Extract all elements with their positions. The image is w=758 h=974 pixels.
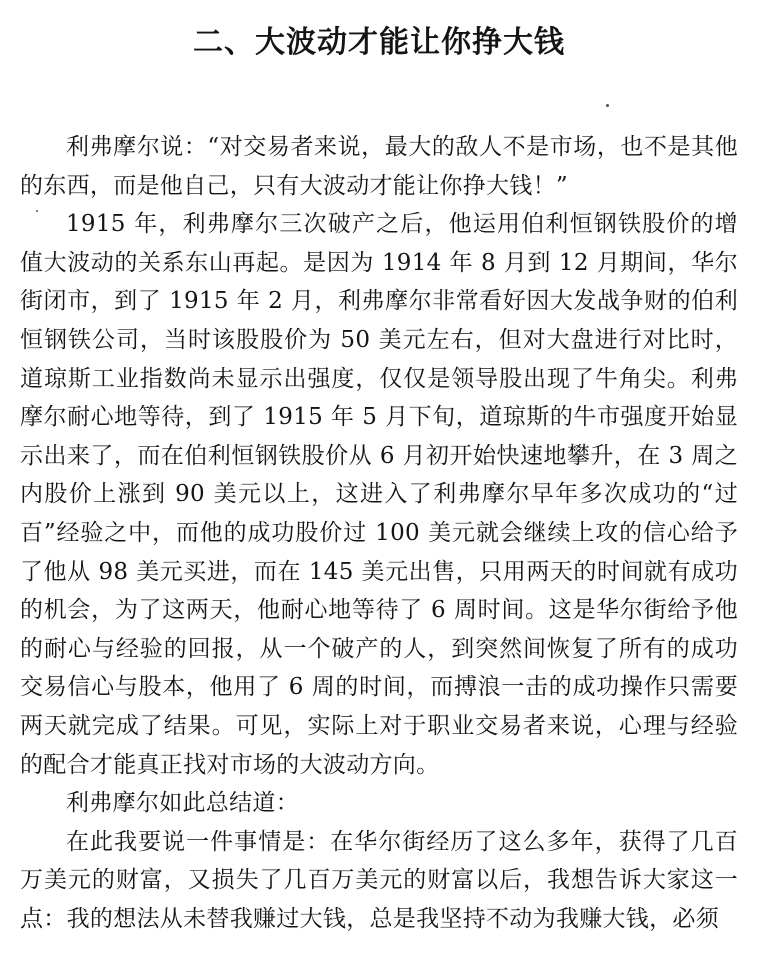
paragraph-summary-intro: 利弗摩尔如此总结道： [66, 790, 299, 817]
scan-speck [36, 210, 38, 212]
paragraph-quote: 利弗摩尔说：“对交易者来说，最大的敌人不是市场，也不是其他的东西，而是他自己，只有大波动才能让你挣大钱！” [20, 134, 738, 199]
paragraph-livermore-quote: 在此我要说一件事情是：在华尔街经历了这么多年，获得了几百万美元的财富，又损失了几百万美元的财富以后，我想告诉大家这一点：我的想法从未替我赚过大钱，总是我坚持不动为我赚大钱，必须 [20, 828, 738, 932]
paragraph-story: 1915 年，利弗摩尔三次破产之后，他运用伯利恒钢铁股价的增值大波动的关系东山再起。是因为 1914 年 8 月到 12 月期间，华尔街闭市，到了 1915 年 2 月，利弗摩尔非常看好因大发战争财的伯利恒钢铁公司，当时该股股价为 50 美元左右，但对大盘进行对比时，道琼斯工业指数尚未显示出强度，仅仅是领导股出现了牛角尖。利弗摩尔耐心地等待，到了 1915 年 5 月下旬，道琼斯的牛市强度开始显示出来了，而在伯利恒钢铁股价从 6 月初开始快速地攀升，在 3 周之内股价上涨到 90 美元以上，这进入了利弗摩尔早年多次成功的“过百”经验之中，而他的成功股价过 100 美元就会继续上攻的信心给予了他从 98 美元买进，而在 145 美元出售，只用两天的时间就有成功的机会，为了这两天，他耐心地等待了 6 周时间。这是华尔街给予他的耐心与经验的回报，从一个破产的人，到突然间恢复了所有的成功交易信心与股本，他用了 6 周的时间，而搏浪一击的成功操作只需要两天就完成了结果。可见，实际上对于职业交易者来说，心理与经验的配合才能真正找对市场的大波动方向。 [20, 211, 738, 778]
section-title: 二、大波动才能让你挣大钱 [193, 25, 565, 61]
body-text [20, 128, 738, 938]
scan-speck [606, 104, 609, 107]
